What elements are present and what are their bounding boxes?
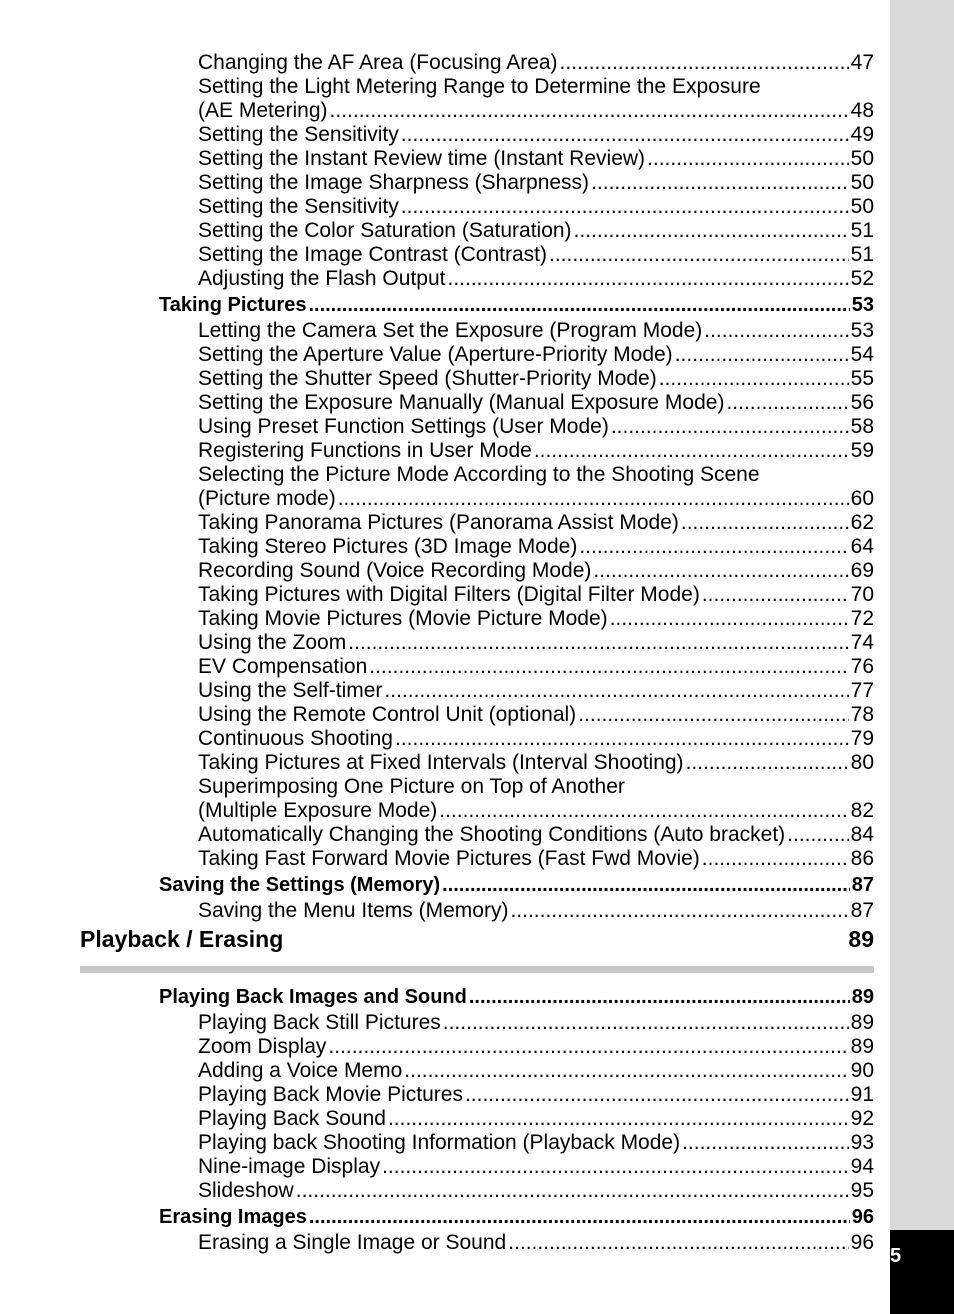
toc-leader-dots (647, 147, 849, 171)
toc-leader-dots (574, 219, 849, 243)
toc-leader-dots (442, 873, 850, 897)
side-thumb-tab (890, 0, 954, 1314)
toc-entry-title: Setting the Sensitivity (198, 123, 399, 146)
toc-entry-title: Zoom Display (198, 1035, 327, 1058)
toc-entry-title: Saving the Menu Items (Memory) (198, 899, 509, 922)
toc-entry (80, 775, 874, 799)
toc-leader-dots (308, 293, 849, 317)
toc-entry[interactable] (80, 147, 874, 171)
toc-leader-dots (401, 123, 849, 147)
toc-leader-dots (534, 439, 849, 463)
toc-entry-page: 60 (850, 487, 874, 510)
toc-entry[interactable] (80, 631, 874, 655)
toc-entry-title: (Multiple Exposure Mode) (198, 799, 438, 822)
toc-entry-title: Setting the Aperture Value (Aperture-Priority Mode) (198, 343, 673, 366)
toc-leader-dots (401, 195, 849, 219)
toc-leader-dots (549, 243, 849, 267)
toc-entry-title: EV Compensation (198, 655, 368, 678)
toc-section-shooting (80, 51, 874, 923)
toc-entry[interactable] (80, 1231, 874, 1255)
chapter-heading[interactable] (80, 925, 874, 953)
toc-entry-title: Taking Pictures at Fixed Intervals (Interval Shooting) (198, 751, 684, 774)
toc-entry-title: Taking Fast Forward Movie Pictures (Fast Fwd Movie) (198, 847, 700, 870)
toc-entry-title: Registering Functions in User Mode (198, 439, 532, 462)
toc-entry-title: Taking Movie Pictures (Movie Picture Mode) (198, 607, 608, 630)
toc-entry-title: Continuous Shooting (198, 727, 393, 750)
toc-leader-dots (787, 823, 848, 847)
toc-entry-page: 95 (850, 1179, 874, 1202)
toc-entry-page: 96 (850, 1231, 874, 1254)
toc-entry-page: 53 (851, 294, 874, 316)
toc-entry[interactable] (80, 1179, 874, 1203)
toc-entry-page: 74 (850, 631, 874, 654)
toc-entry-title: Taking Pictures (159, 294, 307, 316)
toc-entry-title: Using Preset Function Settings (User Mode) (198, 415, 609, 438)
toc-entry (80, 463, 874, 487)
toc-entry[interactable] (80, 823, 874, 847)
toc-entry-page: 89 (851, 986, 874, 1008)
toc-section-entry[interactable] (80, 985, 874, 1009)
toc-entry-page: 96 (851, 1206, 874, 1228)
toc-leader-dots (330, 99, 849, 123)
toc-entry[interactable] (80, 655, 874, 679)
toc-entry[interactable] (80, 367, 874, 391)
toc-entry-title: Playing Back Sound (198, 1107, 386, 1130)
toc-leader-dots (593, 559, 848, 583)
toc-entry-page: 91 (850, 1083, 874, 1106)
toc-entry[interactable] (80, 727, 874, 751)
toc-entry-page: 82 (850, 799, 874, 822)
toc-entry-title: Saving the Settings (Memory) (159, 874, 441, 896)
toc-entry[interactable] (80, 219, 874, 243)
toc-entry[interactable] (80, 679, 874, 703)
toc-leader-dots (704, 319, 848, 343)
toc-entry-page: 89 (850, 1011, 874, 1034)
toc-entry-page: 72 (850, 607, 874, 630)
toc-entry[interactable] (80, 1107, 874, 1131)
toc-leader-dots (465, 1083, 849, 1107)
toc-entry-title: Letting the Camera Set the Exposure (Program Mode) (198, 319, 703, 342)
toc-entry-title: Setting the Light Metering Range to Determine the Exposure (198, 75, 761, 98)
toc-entry-page: 58 (850, 415, 874, 438)
toc-entry-title: Taking Pictures with Digital Filters (Digital Filter Mode) (198, 583, 700, 606)
toc-leader-dots (384, 679, 848, 703)
toc-entry-title: Taking Stereo Pictures (3D Image Mode) (198, 535, 578, 558)
toc-leader-dots (508, 1231, 848, 1255)
toc-leader-dots (338, 487, 849, 511)
toc-entry-page: 62 (850, 511, 874, 534)
toc-leader-dots (296, 1179, 849, 1203)
toc-entry-title: Setting the Instant Review time (Instant Review) (198, 147, 646, 170)
toc-entry-page: 87 (851, 874, 874, 896)
toc-entry-page: 51 (850, 219, 874, 242)
toc-entry-title: Erasing a Single Image or Sound (198, 1231, 507, 1254)
toc-entry-title: Adding a Voice Memo (198, 1059, 403, 1082)
toc-entry[interactable] (80, 243, 874, 267)
toc-entry-page: 50 (850, 171, 874, 194)
table-of-contents (80, 51, 874, 1255)
toc-entry-page: 51 (850, 243, 874, 266)
toc-leader-dots (726, 391, 848, 415)
toc-entry-title: Superimposing One Picture on Top of Another (198, 775, 625, 798)
toc-entry[interactable] (80, 559, 874, 583)
toc-entry-page: 92 (850, 1107, 874, 1130)
toc-entry-title: Setting the Sensitivity (198, 195, 399, 218)
toc-leader-dots (469, 985, 850, 1009)
toc-entry[interactable] (80, 1155, 874, 1179)
toc-section-entry[interactable] (80, 293, 874, 317)
toc-entry[interactable] (80, 607, 874, 631)
toc-entry-page: 90 (850, 1059, 874, 1082)
toc-entry-title: Playing Back Movie Pictures (198, 1083, 463, 1106)
toc-entry-title: (AE Metering) (198, 99, 328, 122)
toc-entry[interactable] (80, 1131, 874, 1155)
toc-leader-dots (439, 799, 848, 823)
toc-entry-title: Recording Sound (Voice Recording Mode) (198, 559, 592, 582)
toc-entry-title: Using the Zoom (198, 631, 347, 654)
toc-entry-page: 86 (850, 847, 874, 870)
toc-leader-dots (369, 655, 848, 679)
toc-entry[interactable] (80, 267, 874, 291)
toc-entry-page: 49 (850, 123, 874, 146)
toc-leader-dots (578, 703, 848, 727)
toc-entry[interactable] (80, 1035, 874, 1059)
toc-entry-page: 94 (850, 1155, 874, 1178)
toc-entry-page: 77 (850, 679, 874, 702)
toc-entry-page: 52 (850, 267, 874, 290)
toc-entry-title: Automatically Changing the Shooting Conditions (Auto bracket) (198, 823, 786, 846)
toc-entry-page: 47 (850, 51, 874, 74)
toc-entry[interactable] (80, 1011, 874, 1035)
toc-leader-dots (382, 1155, 849, 1179)
toc-entry-page: 78 (850, 703, 874, 726)
toc-entry-page: 70 (850, 583, 874, 606)
toc-leader-dots (681, 511, 849, 535)
toc-leader-dots (404, 1059, 848, 1083)
toc-leader-dots (659, 367, 849, 391)
toc-leader-dots (328, 1035, 848, 1059)
toc-section-entry[interactable] (80, 873, 874, 897)
toc-entry[interactable] (80, 319, 874, 343)
toc-entry[interactable] (80, 51, 874, 75)
toc-entry-page: 55 (850, 367, 874, 390)
toc-leader-dots (675, 343, 849, 367)
toc-leader-dots (395, 727, 849, 751)
toc-entry[interactable] (80, 171, 874, 195)
toc-entry-page: 89 (850, 1035, 874, 1058)
toc-section-entry[interactable] (80, 1205, 874, 1229)
toc-entry[interactable] (80, 123, 874, 147)
toc-section-playback (80, 985, 874, 1255)
toc-leader-dots (309, 1205, 850, 1229)
toc-entry-title: Playing back Shooting Information (Playback Mode) (198, 1131, 681, 1154)
page-number: 5 (890, 1245, 902, 1267)
toc-entry[interactable] (80, 195, 874, 219)
toc-entry-page: 80 (850, 751, 874, 774)
toc-entry-page: 69 (850, 559, 874, 582)
toc-leader-dots (611, 415, 849, 439)
toc-entry[interactable] (80, 391, 874, 415)
toc-entry[interactable] (80, 343, 874, 367)
toc-entry-title: Selecting the Picture Mode According to the Shooting Scene (198, 463, 760, 486)
toc-entry-page: 53 (850, 319, 874, 342)
toc-entry-title: Setting the Image Sharpness (Sharpness) (198, 171, 590, 194)
toc-entry-title: Setting the Color Saturation (Saturation) (198, 219, 572, 242)
toc-entry-page: 64 (850, 535, 874, 558)
chapter-page: 89 (848, 926, 874, 952)
page-number-box (890, 1230, 954, 1314)
toc-entry-title: (Picture mode) (198, 487, 336, 510)
toc-leader-dots (591, 171, 849, 195)
toc-leader-dots (447, 267, 848, 291)
toc-entry-title: Taking Panorama Pictures (Panorama Assist Mode) (198, 511, 679, 534)
chapter-divider (80, 966, 874, 973)
toc-entry-page: 56 (850, 391, 874, 414)
toc-entry[interactable] (80, 847, 874, 871)
toc-leader-dots (388, 1107, 849, 1131)
toc-leader-dots (610, 607, 849, 631)
toc-entry-title: Erasing Images (159, 1206, 307, 1228)
toc-entry-page: 93 (850, 1131, 874, 1154)
toc-leader-dots (682, 1131, 849, 1155)
toc-entry-page: 87 (850, 899, 874, 922)
toc-entry-page: 54 (850, 343, 874, 366)
toc-entry[interactable] (80, 439, 874, 463)
toc-entry[interactable] (80, 511, 874, 535)
toc-entry-title: Changing the AF Area (Focusing Area) (198, 51, 558, 74)
toc-entry-title: Setting the Exposure Manually (Manual Exposure Mode) (198, 391, 725, 414)
toc-entry-page: 79 (850, 727, 874, 750)
toc-entry[interactable] (80, 799, 874, 823)
toc-leader-dots (348, 631, 848, 655)
toc-leader-dots (686, 751, 849, 775)
toc-entry-page: 50 (850, 195, 874, 218)
toc-entry-title: Setting the Shutter Speed (Shutter-Priority Mode) (198, 367, 657, 390)
toc-leader-dots (510, 899, 848, 923)
toc-leader-dots (702, 583, 849, 607)
toc-entry[interactable] (80, 99, 874, 123)
toc-entry (80, 75, 874, 99)
toc-leader-dots (579, 535, 848, 559)
toc-entry-title: Playing Back Images and Sound (159, 986, 467, 1008)
toc-entry-page: 48 (850, 99, 874, 122)
toc-entry[interactable] (80, 751, 874, 775)
toc-leader-dots (560, 51, 849, 75)
toc-entry-title: Adjusting the Flash Output (198, 267, 446, 290)
toc-entry[interactable] (80, 415, 874, 439)
toc-entry[interactable] (80, 535, 874, 559)
toc-entry[interactable] (80, 1083, 874, 1107)
toc-entry-title: Using the Remote Control Unit (optional) (198, 703, 577, 726)
toc-entry[interactable] (80, 899, 874, 923)
toc-entry-title: Nine-image Display (198, 1155, 381, 1178)
toc-entry-page: 59 (850, 439, 874, 462)
toc-entry[interactable] (80, 583, 874, 607)
toc-entry[interactable] (80, 703, 874, 727)
toc-entry-title: Playing Back Still Pictures (198, 1011, 441, 1034)
toc-entry[interactable] (80, 487, 874, 511)
toc-entry[interactable] (80, 1059, 874, 1083)
toc-entry-title: Using the Self-timer (198, 679, 383, 702)
chapter-title: Playback / Erasing (80, 926, 284, 952)
toc-leader-dots (702, 847, 849, 871)
toc-entry-title: Slideshow (198, 1179, 294, 1202)
toc-entry-page: 76 (850, 655, 874, 678)
toc-entry-title: Setting the Image Contrast (Contrast) (198, 243, 547, 266)
toc-entry-page: 84 (850, 823, 874, 846)
toc-leader-dots (443, 1011, 849, 1035)
toc-entry-page: 50 (850, 147, 874, 170)
